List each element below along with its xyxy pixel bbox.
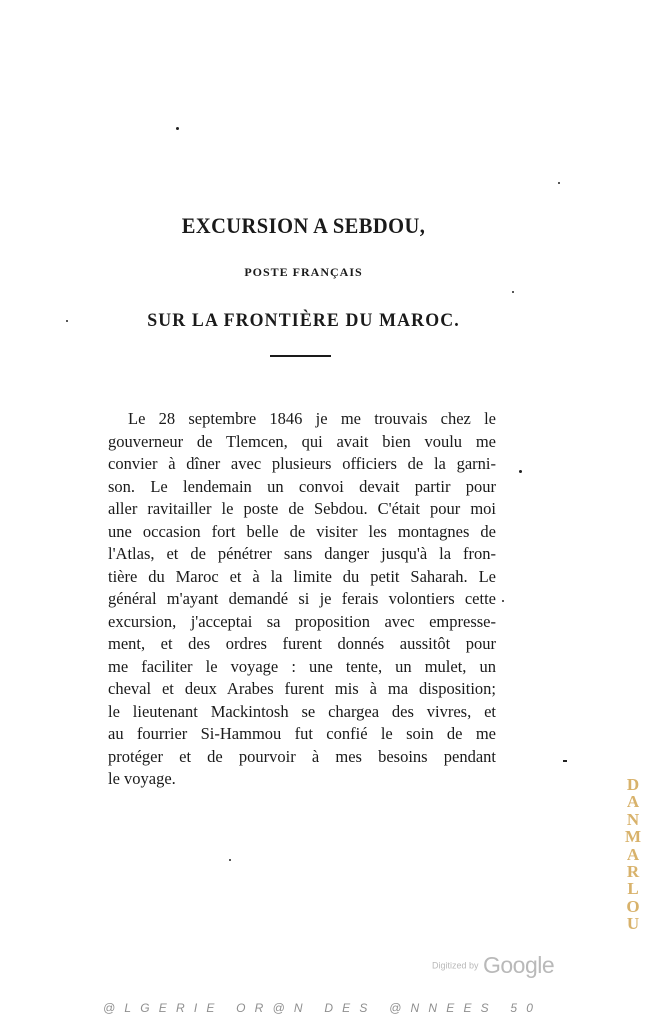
- digitized-label: Digitized by: [432, 960, 479, 971]
- text-line: convier à dîner avec plusieurs officiers de la garni-: [108, 454, 496, 473]
- text-line: une occasion fort belle de visiter les montagnes de: [108, 521, 496, 541]
- text-line: gouverneur de Tlemcen, qui avait bien voulu me: [108, 431, 496, 451]
- page-subtitle: POSTE FRANÇAIS: [244, 265, 363, 279]
- scan-speck: [229, 859, 231, 861]
- scan-speck: [176, 127, 179, 130]
- watermark-letter: A: [626, 792, 640, 812]
- body-paragraph: [108, 408, 496, 791]
- watermark-letter: M: [624, 827, 642, 847]
- scan-speck: [563, 760, 567, 762]
- text-line: au fourrier Si-Hammou fut confié le soin de me: [108, 724, 496, 743]
- page-title: EXCURSION A SEBDOU,: [181, 213, 426, 238]
- watermark-letter: D: [626, 775, 640, 794]
- text-line: son. Le lendemain un convoi devait partir pour: [108, 476, 496, 496]
- text-line: le voyage.: [108, 769, 176, 788]
- scan-speck: [519, 470, 522, 473]
- google-logo: Google: [482, 952, 555, 978]
- text-line: tière du Maroc et à la limite du petit Saharah. Le: [108, 566, 496, 586]
- text-line: excursion, j'acceptai sa proposition avec empresse-: [108, 611, 496, 631]
- text-line: aller ravitailler le poste de Sebdou. C'était pour moi: [108, 499, 496, 518]
- text-line: ment, et des ordres furent donnés aussitôt pour: [108, 634, 496, 653]
- watermark-letter: R: [626, 862, 640, 882]
- watermark-letter: N: [626, 809, 640, 829]
- title-divider: [270, 355, 331, 357]
- watermark-letter: U: [626, 914, 640, 934]
- text-line: général m'ayant demandé si je ferais volontiers cette: [108, 589, 496, 608]
- watermark-letter: A: [626, 844, 640, 864]
- digitized-by-watermark: [432, 952, 554, 979]
- scan-speck: [502, 600, 504, 602]
- text-line: l'Atlas, et de pénétrer sans danger jusqu'à la fron-: [108, 544, 496, 563]
- text-line: protéger et de pourvoir à mes besoins pendant: [108, 746, 496, 766]
- text-line: le lieutenant Mackintosh se chargea des vivres, et: [108, 701, 496, 721]
- watermark-letter: O: [626, 896, 640, 916]
- text-line: cheval et deux Arabes furent mis à ma disposition;: [108, 679, 496, 698]
- scan-speck: [558, 182, 560, 184]
- vertical-watermark: [622, 776, 644, 933]
- page-subtitle-secondary: SUR LA FRONTIÈRE DU MAROC.: [147, 310, 460, 331]
- text-line: me faciliter le voyage : une tente, un mulet, un: [108, 656, 496, 676]
- footer-watermark: @LGERIE OR@N DES @NNEES 50: [103, 1001, 543, 1015]
- scan-speck: [512, 291, 514, 293]
- text-line: Le 28 septembre 1846 je me trouvais chez le: [128, 409, 496, 428]
- watermark-letter: L: [627, 879, 639, 899]
